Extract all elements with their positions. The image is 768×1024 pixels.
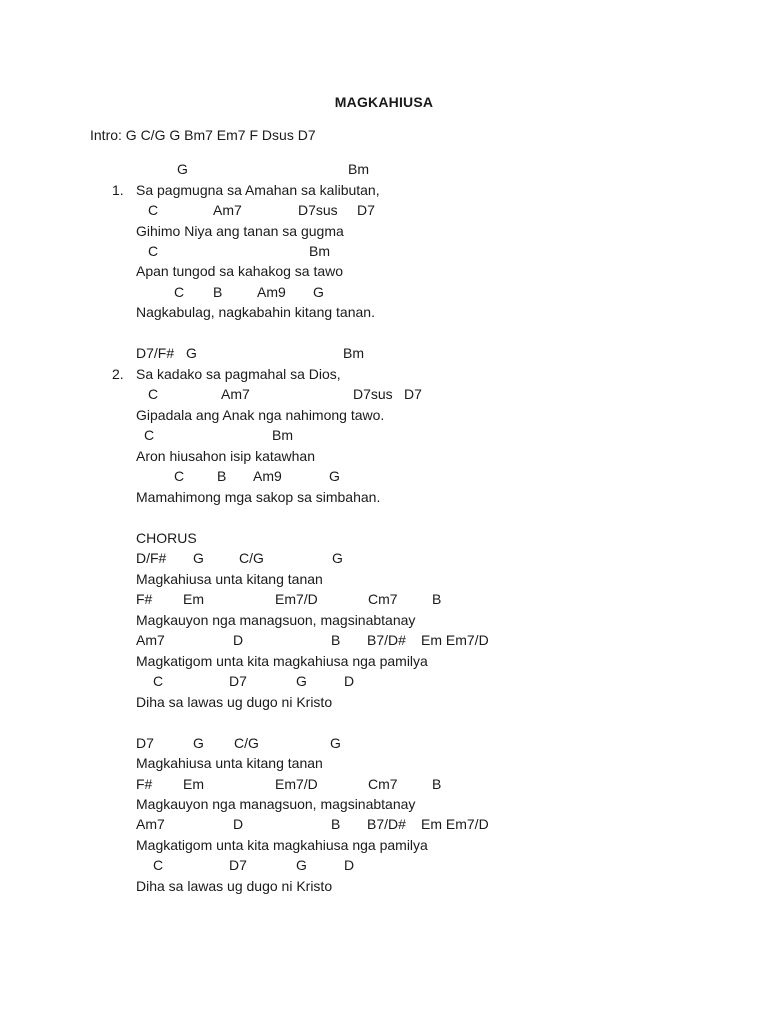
chord: G: [186, 345, 197, 361]
chord: D7/F#: [136, 345, 175, 361]
chord: C: [153, 857, 164, 873]
chord: C: [148, 202, 159, 218]
chord: F#: [136, 776, 153, 792]
chord: G: [193, 550, 204, 566]
chord: D7sus: [298, 202, 338, 218]
song-title: MAGKAHIUSA: [334, 94, 434, 110]
chord: Am7: [136, 632, 165, 648]
chord: Em7/D: [275, 776, 318, 792]
lyric-line: Sa kadako sa pagmahal sa Dios,: [136, 366, 341, 382]
chord: B: [331, 816, 341, 832]
chord: D7: [404, 386, 422, 402]
lyric-line: Sa pagmugna sa Amahan sa kalibutan,: [136, 182, 380, 198]
chord: Bm: [272, 427, 293, 443]
chord: Cm7: [368, 591, 398, 607]
chord: Bm: [309, 243, 330, 259]
chord: Am7: [136, 816, 165, 832]
lyric-line: Magkatigom unta kita magkahiusa nga pamilya: [136, 837, 428, 853]
chord: Am9: [257, 284, 286, 300]
lyric-line: Gipadala ang Anak nga nahimong tawo.: [136, 407, 385, 423]
chord: D7: [136, 735, 154, 751]
chord: B: [217, 468, 227, 484]
chord: D7sus: [353, 386, 393, 402]
chord: D: [233, 632, 244, 648]
chord: F#: [136, 591, 153, 607]
chord: Em7/D: [275, 591, 318, 607]
chord: C/G: [234, 735, 259, 751]
chord: Cm7: [368, 776, 398, 792]
chord: D: [344, 857, 355, 873]
chord: D7: [357, 202, 375, 218]
lyric-line: Gihimo Niya ang tanan sa gugma: [136, 223, 344, 239]
chord: Am7: [213, 202, 242, 218]
chord: G: [296, 673, 307, 689]
lyric-line: Diha sa lawas ug dugo ni Kristo: [136, 878, 333, 894]
chord: G: [329, 468, 340, 484]
chord: B: [432, 776, 442, 792]
chord: G: [330, 735, 341, 751]
chord: Em Em7/D: [421, 632, 489, 648]
chord: G: [177, 161, 188, 177]
lyric-line: Magkauyon nga managsuon, magsinabtanay: [136, 796, 416, 812]
chord: C: [144, 427, 155, 443]
chord: C: [174, 284, 185, 300]
chord: C: [148, 386, 159, 402]
chord: G: [193, 735, 204, 751]
verse-number: 1.: [112, 182, 124, 198]
chord: B: [331, 632, 341, 648]
chord: Am7: [221, 386, 250, 402]
lyric-line: Magkatigom unta kita magkahiusa nga pamilya: [136, 653, 428, 669]
chord: D/F#: [136, 550, 167, 566]
chord: C: [153, 673, 164, 689]
lyric-line: Magkahiusa unta kitang tanan: [136, 755, 323, 771]
chord: Em Em7/D: [421, 816, 489, 832]
chord: Em: [183, 591, 204, 607]
lyric-line: Magkauyon nga managsuon, magsinabtanay: [136, 612, 416, 628]
chord: C: [174, 468, 185, 484]
chord: Bm: [348, 161, 369, 177]
chord: D: [344, 673, 355, 689]
intro-line: Intro: G C/G G Bm7 Em7 F Dsus D7: [90, 127, 316, 143]
chord: D7: [229, 673, 247, 689]
chord: G: [296, 857, 307, 873]
lyric-line: Apan tungod sa kahakog sa tawo: [136, 263, 344, 279]
chord: C/G: [239, 550, 264, 566]
chord: B: [213, 284, 223, 300]
verse-number: 2.: [112, 366, 124, 382]
lyric-line: Diha sa lawas ug dugo ni Kristo: [136, 694, 333, 710]
chord: G: [313, 284, 324, 300]
lyric-line: Nagkabulag, nagkabahin kitang tanan.: [136, 304, 375, 320]
lyric-line: Aron hiusahon isip katawhan: [136, 448, 316, 464]
chord: G: [332, 550, 343, 566]
chord: B7/D#: [367, 632, 406, 648]
chord: Am9: [253, 468, 282, 484]
chord: Em: [183, 776, 204, 792]
chord: D7: [229, 857, 247, 873]
chorus-label: CHORUS: [136, 530, 197, 546]
lyric-line: Mamahimong mga sakop sa simbahan.: [136, 489, 381, 505]
chord: Bm: [343, 345, 364, 361]
lyric-line: Magkahiusa unta kitang tanan: [136, 571, 323, 587]
chord: C: [148, 243, 159, 259]
chord: B7/D#: [367, 816, 406, 832]
chord: D: [233, 816, 244, 832]
chord: B: [432, 591, 442, 607]
